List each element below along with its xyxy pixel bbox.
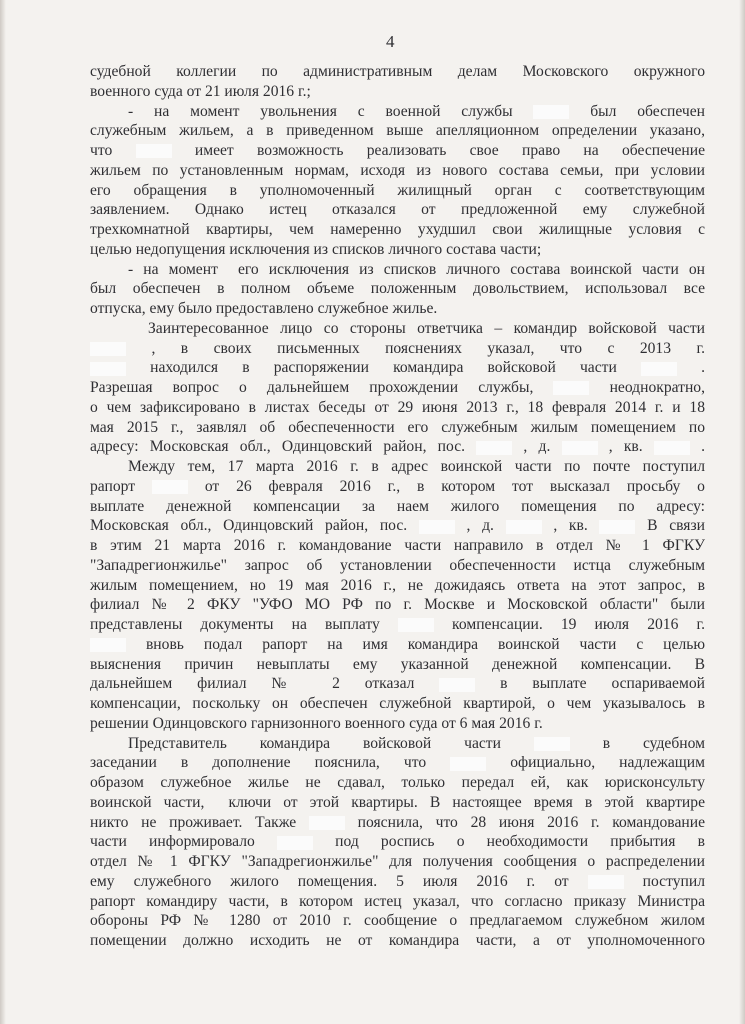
text-segment: "Западрегионжилье" запрос об установлении обеспеченности истца служебным <box>90 556 705 574</box>
text-segment: выяснения причин невыплаты ему указанной денежной компенсации. В <box>90 655 705 673</box>
text-line <box>90 793 705 813</box>
text-segment: в этим 21 марта 2016 г. командование части направило в отдел № 1 ФГКУ <box>90 537 705 554</box>
redacted-region <box>419 520 455 534</box>
text-segment: жильем по установленным нормам, исходя из нового состава семьи, при условии <box>90 161 705 179</box>
redacted-region <box>588 875 624 889</box>
text-segment: о чем зафиксировано в листах беседы от 29 июня 2013 г., 18 февраля 2014 г. и 18 <box>90 398 705 416</box>
text-segment: обороны РФ № 1280 от 2010 г. сообщение о предлагаемом служебном жилом <box>90 912 705 930</box>
scan-edge-left <box>0 0 6 1024</box>
redacted-region <box>654 441 690 455</box>
text-segment: Разрешая вопрос о дальнейшем прохождении службы, <box>90 379 534 396</box>
text-line <box>90 299 705 319</box>
redacted-region <box>553 381 589 395</box>
text-line <box>90 181 705 201</box>
text-segment: поступил <box>642 872 705 890</box>
text-line <box>90 141 705 161</box>
text-segment: трехкомнатной квартиры, чем намеренно ухудшил свои жилищные условия с <box>90 221 705 238</box>
text-segment: компенсации, поскольку он обеспечен служебной квартирой, о чем указывалось в <box>90 695 705 712</box>
text-segment: , д. <box>466 517 494 535</box>
text-line <box>90 437 705 457</box>
text-segment: был обеспечен <box>590 102 705 120</box>
text-segment: мая 2015 г., заявлял об обеспеченности его служебным жилым помещением по <box>90 418 705 436</box>
text-segment: заявлением. Однако истец отказался от предложенной ему служебной <box>90 201 705 219</box>
text-segment: неоднократно, <box>609 379 705 396</box>
text-line <box>90 813 705 833</box>
redacted-region <box>599 520 635 534</box>
text-segment: под роспись о необходимости прибытия в <box>335 833 705 851</box>
text-line <box>90 62 705 82</box>
text-line <box>90 457 705 477</box>
text-segment: . <box>701 438 706 456</box>
text-segment: . <box>701 359 705 377</box>
text-line <box>90 279 705 299</box>
text-segment: отпуска, ему было предоставлено служебное жилье. <box>90 300 438 317</box>
text-segment: ему служебного жилого помещения. 5 июля 2016 г. от <box>90 872 569 890</box>
redacted-region <box>277 836 313 850</box>
text-line <box>90 734 705 754</box>
text-segment: вновь подал рапорт на имя командира воинской части с целью <box>145 635 705 653</box>
text-segment: Между тем, 17 марта 2016 г. в адрес воинской части по почте поступил <box>128 458 705 475</box>
text-segment: в выплате оспариваемой <box>500 675 705 693</box>
text-line <box>90 477 705 497</box>
text-line <box>90 576 705 596</box>
redacted-region <box>398 618 434 632</box>
text-line <box>90 536 705 556</box>
text-segment: Заинтересованное лицо со стороны ответчика – командир войсковой части <box>148 319 705 337</box>
redacted-region <box>309 816 345 830</box>
text-segment: находился в распоряжении командира войсковой части <box>150 359 617 377</box>
text-segment: имеет возможность реализовать свое право на обеспечение <box>194 142 705 159</box>
text-segment: помещении должно исходить не от командира части, а от уполномоченного <box>90 932 705 949</box>
redacted-region <box>90 342 126 356</box>
text-segment: рапорт <box>90 477 136 495</box>
text-line <box>90 852 705 872</box>
text-line <box>90 872 705 892</box>
text-line <box>90 339 705 359</box>
scan-edge-right <box>739 0 745 1024</box>
text-line <box>90 655 705 675</box>
text-segment: никто не проживает. Также <box>90 813 297 831</box>
text-line <box>90 240 705 260</box>
text-segment: что <box>90 142 113 159</box>
text-segment: филиал № 2 ФКУ "УФО МО РФ по г. Москве и Московской области" были <box>90 596 705 614</box>
text-line <box>90 220 705 240</box>
text-segment: официально, надлежащим <box>510 754 706 772</box>
text-line <box>90 319 705 339</box>
text-line <box>90 595 705 615</box>
redacted-region <box>90 638 126 652</box>
text-line <box>90 773 705 793</box>
text-line <box>90 82 705 102</box>
text-line <box>90 556 705 576</box>
text-line <box>90 714 705 734</box>
text-segment: , д. <box>523 438 551 456</box>
text-segment: представлены документы на выплату <box>90 616 380 633</box>
text-segment: решении Одинцовского гарнизонного военного суда от 6 мая 2016 г. <box>90 714 543 732</box>
text-segment: служебным жильем, а в приведенном выше апелляционном определении указано, <box>90 122 705 140</box>
text-line <box>90 358 705 378</box>
text-segment: был обеспечен в полном объеме положенным довольствием, использовал все <box>90 280 705 298</box>
text-line <box>90 121 705 141</box>
redacted-region <box>641 362 677 376</box>
text-line <box>90 674 705 694</box>
text-line <box>90 497 705 517</box>
text-segment: выплате денежной компенсации за наем жилого помещения по адресу: <box>90 497 705 515</box>
text-line <box>90 378 705 398</box>
document-body <box>90 62 705 951</box>
text-segment: образом служебное жилье не сдавал, только передал ей, как юрисконсульту <box>90 774 705 791</box>
redacted-region <box>439 678 475 692</box>
text-segment: пояснила, что 28 июня 2016 г. командование <box>357 813 705 831</box>
text-line <box>90 911 705 931</box>
text-segment: рапорт командиру части, в котором истец указал, что согласно приказу Министра <box>90 892 705 910</box>
text-segment: , в своих письменных пояснениях указал, что с 2013 г. <box>151 339 705 357</box>
text-segment: заседании в дополнение пояснила, что <box>90 754 427 772</box>
text-line <box>90 931 705 951</box>
text-segment: дальнейшем филиал № 2 отказал <box>90 675 415 693</box>
page-number: 4 <box>386 32 395 51</box>
text-segment: , кв. <box>553 517 588 535</box>
text-segment: Представитель командира войсковой части <box>128 734 501 752</box>
text-line <box>90 398 705 418</box>
text-segment: его обращения в уполномоченный жилищный орган с соответствующим <box>90 181 705 199</box>
text-line <box>90 516 705 536</box>
text-segment: части информировало <box>90 833 255 851</box>
text-segment: судебной коллегии по административным делам Московского окружного <box>90 63 705 80</box>
text-segment: жилым помещением, но 19 мая 2016 г., не дожидаясь ответа на этот запрос, в <box>90 576 705 594</box>
redacted-region <box>562 441 598 455</box>
text-segment: воинской части, ключи от этой квартиры. В настоящее время в этой квартире <box>90 793 705 811</box>
text-segment: В связи <box>647 517 705 535</box>
text-line <box>90 200 705 220</box>
text-line <box>90 753 705 773</box>
redacted-region <box>506 520 542 534</box>
redacted-region <box>152 480 188 494</box>
text-segment: отдел № 1 ФГКУ "Западрегионжилье" для получения сообщения о распределении <box>90 853 705 870</box>
text-segment: , кв. <box>608 438 643 456</box>
text-segment: военного суда от 21 июля 2016 г.; <box>90 82 311 100</box>
text-line <box>90 615 705 635</box>
text-segment: в судебном <box>602 734 705 752</box>
redacted-region <box>476 441 512 455</box>
text-segment: Московская обл., Одинцовский район, пос. <box>90 517 408 535</box>
text-segment: - на момент его исключения из списков личного состава воинской части он <box>128 260 705 278</box>
redacted-region <box>136 144 172 158</box>
redacted-region <box>90 362 126 376</box>
text-line <box>90 161 705 181</box>
redacted-region <box>450 757 486 771</box>
redacted-region <box>534 737 570 751</box>
text-segment: - на момент увольнения с военной службы <box>128 102 513 120</box>
text-line <box>90 102 705 122</box>
text-segment: целью недопущения исключения из списков личного состава части; <box>90 240 542 258</box>
text-line <box>90 832 705 852</box>
text-line <box>90 635 705 655</box>
redacted-region <box>533 105 569 119</box>
text-segment: от 26 февраля 2016 г., в котором тот высказал просьбу о <box>204 477 705 495</box>
text-segment: компенсации. 19 июля 2016 г. <box>452 616 706 633</box>
text-line <box>90 892 705 912</box>
text-line <box>90 694 705 714</box>
text-line <box>90 260 705 280</box>
text-line <box>90 418 705 438</box>
text-segment: адресу: Московская обл., Одинцовский район, пос. <box>90 438 466 456</box>
